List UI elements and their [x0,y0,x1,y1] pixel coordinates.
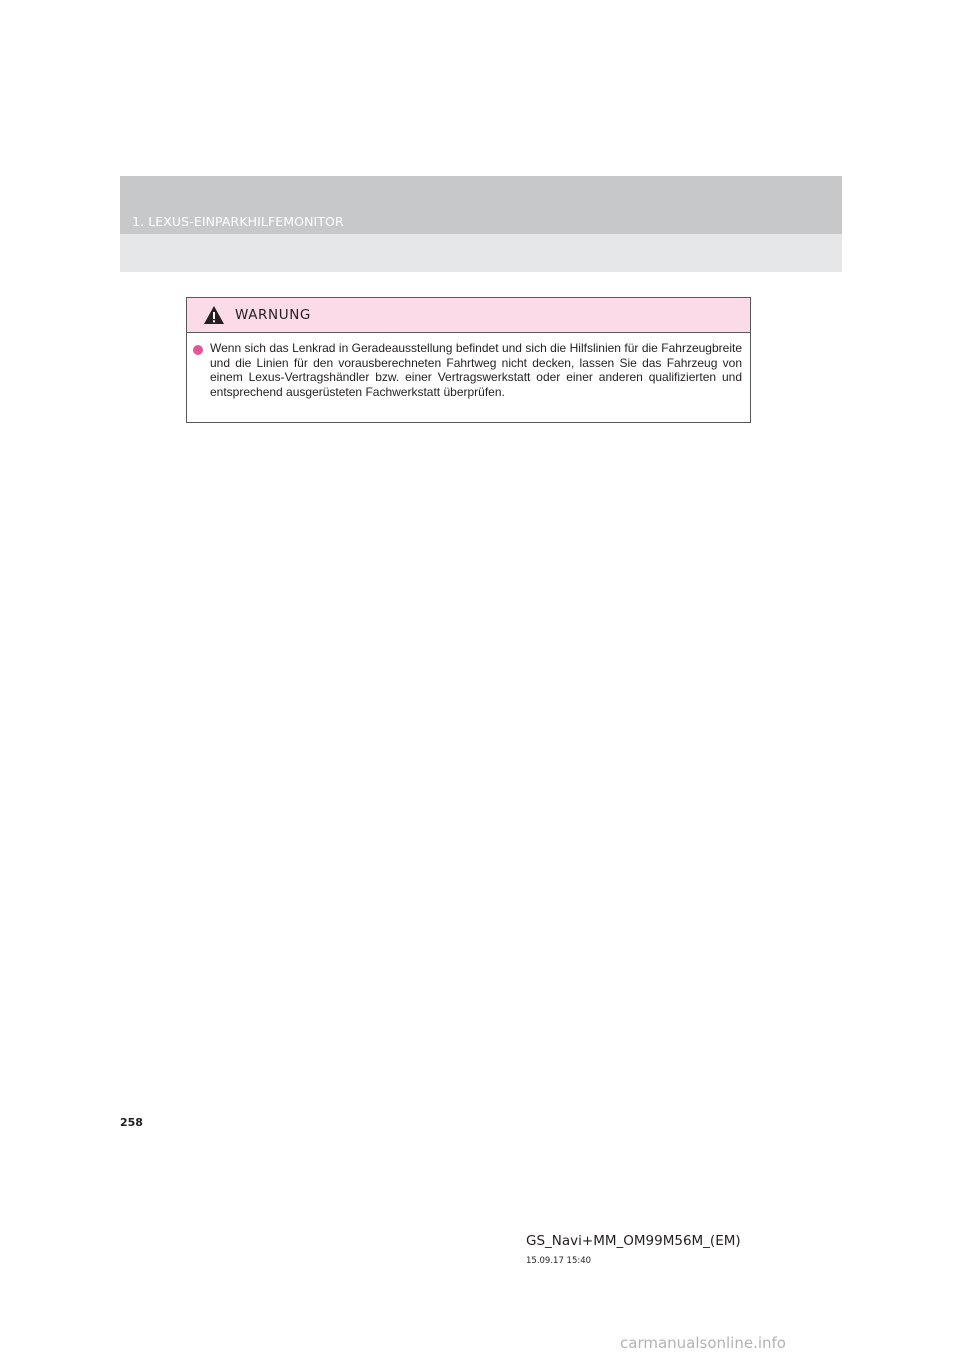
warning-header [187,298,750,333]
warning-box [186,297,751,423]
warning-text: Wenn sich das Lenkrad in Geradeausstellung befindet und sich die Hilfslinien für die Fahrzeugbreite und die Linien für den vorausberechneten Fahrtweg nicht decken, lassen Sie das Fahrzeug von einem Lexus-Vertragshändler bzw. einer Vertragswerkstatt oder einer anderen qualifizierten und entsprechend ausgerüsteten Fachwerkstatt überprüfen. [210,341,742,399]
document-id: GS_Navi+MM_OM99M56M_(EM) [526,1233,741,1249]
document-date: 15.09.17 15:40 [526,1256,592,1266]
warning-triangle-icon [203,305,225,325]
section-title: 1. LEXUS-EINPARKHILFEMONITOR [132,214,344,229]
warning-title: WARNUNG [235,307,311,323]
header-band [120,176,842,272]
page-number: 258 [120,1116,143,1129]
warning-body [187,333,750,399]
header-top-bar [120,176,842,234]
watermark: carmanualsonline.info [620,1334,786,1352]
bullet-icon [193,345,203,355]
